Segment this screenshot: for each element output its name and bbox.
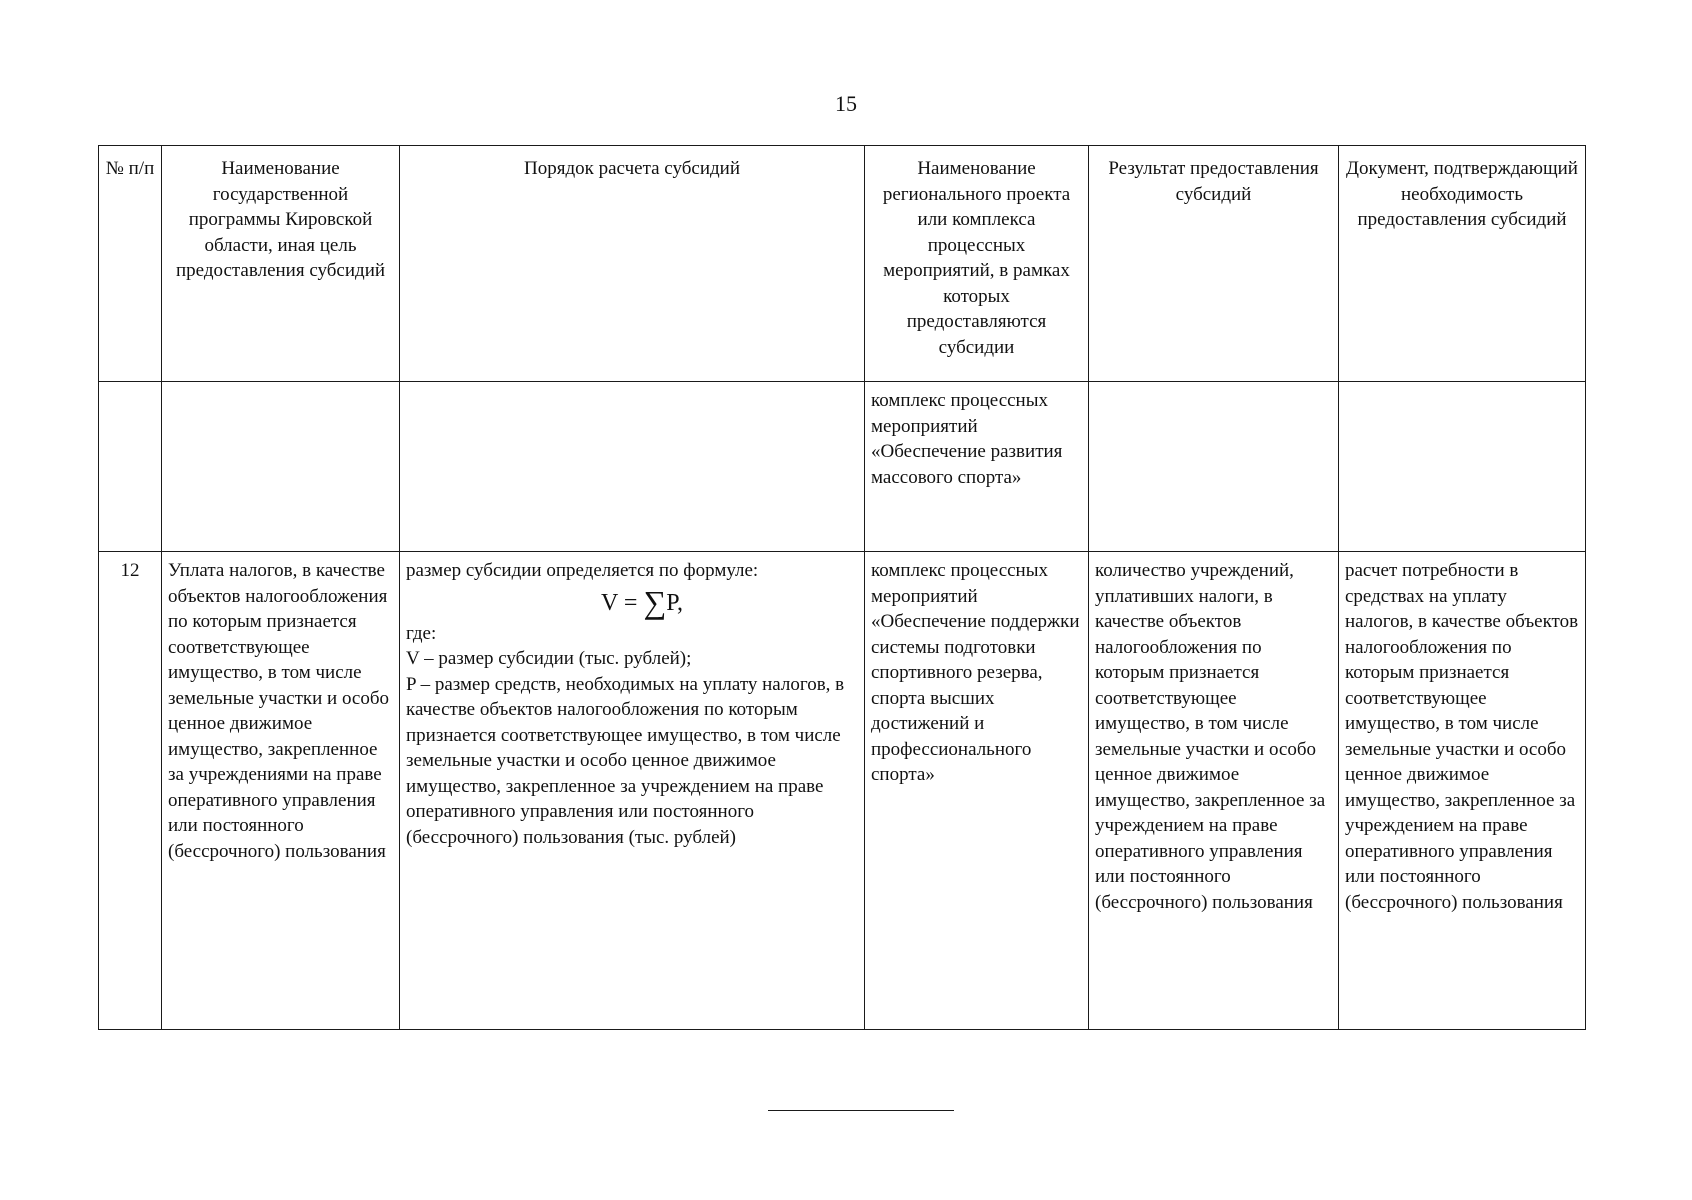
calc-p-definition: P – размер средств, необходимых на уплату налогов, в качестве объектов налогообложения по которым признается соответствующее имущество, в том числе земельные участки и особо ценное движимое имущество, закрепленное за учреждением на праве оперативного управления или постоянного (бессрочного) пользования (тыс. рублей) bbox=[406, 673, 845, 848]
calc-intro: размер субсидии определяется по формуле: bbox=[406, 560, 759, 581]
cell-calc bbox=[400, 382, 865, 552]
sum-symbol: ∑ bbox=[643, 583, 667, 620]
calc-v-definition: V – размер субсидии (тыс. рублей); bbox=[406, 648, 692, 669]
header-result: Результат предоставления субсидий bbox=[1089, 146, 1339, 382]
cell-result: количество учреждений, уплативших налоги, в качестве объектов налогообложения по которым признается соответствующее имущество, в том числе земельные участки и особо ценное движимое имущество, закрепленное за учреждением на праве оперативного управления или постоянного (бессрочного) пользования bbox=[1089, 552, 1339, 1030]
header-project: Наименование регионального проекта или комплекса процессных мероприятий, в рамках которых предоставляются субсидии bbox=[865, 146, 1089, 382]
cell-num bbox=[99, 382, 162, 552]
header-program: Наименование государственной программы Кировской области, иная цель предоставления субсидий bbox=[162, 146, 400, 382]
formula bbox=[406, 584, 858, 621]
cell-result bbox=[1089, 382, 1339, 552]
table-row bbox=[99, 382, 1586, 552]
formula-rhs: P, bbox=[666, 589, 683, 616]
header-num: № п/п bbox=[99, 146, 162, 382]
table-header-row bbox=[99, 146, 1586, 382]
footer-rule bbox=[768, 1110, 954, 1111]
table-row bbox=[99, 552, 1586, 1030]
header-calc: Порядок расчета субсидий bbox=[400, 146, 865, 382]
cell-calc bbox=[400, 552, 865, 1030]
cell-program: Уплата налогов, в качестве объектов налогообложения по которым признается соответствующее имущество, в том числе земельные участки и особо ценное движимое имущество, закрепленное за учреждениями на праве оперативного управления или постоянного (бессрочного) пользования bbox=[162, 552, 400, 1030]
cell-project: комплекс процессных мероприятий «Обеспечение поддержки системы подготовки спортивного резерва, спорта высших достижений и профессионального спорта» bbox=[865, 552, 1089, 1030]
cell-document bbox=[1339, 382, 1586, 552]
subsidy-table bbox=[98, 145, 1586, 1030]
cell-num: 12 bbox=[99, 552, 162, 1030]
calc-where: где: bbox=[406, 622, 437, 644]
page-number: 15 bbox=[835, 91, 857, 116]
formula-lhs: V = bbox=[601, 589, 644, 616]
header-document: Документ, подтверждающий необходимость предоставления субсидий bbox=[1339, 146, 1586, 382]
cell-document: расчет потребности в средствах на уплату налогов, в качестве объектов налогообложения по которым признается соответствующее имущество, в том числе земельные участки и особо ценное движимое имущество, закрепленное за учреждением на праве оперативного управления или постоянного (бессрочного) пользования bbox=[1339, 552, 1586, 1030]
cell-program bbox=[162, 382, 400, 552]
cell-project: комплекс процессных мероприятий «Обеспечение развития массового спорта» bbox=[865, 382, 1089, 552]
